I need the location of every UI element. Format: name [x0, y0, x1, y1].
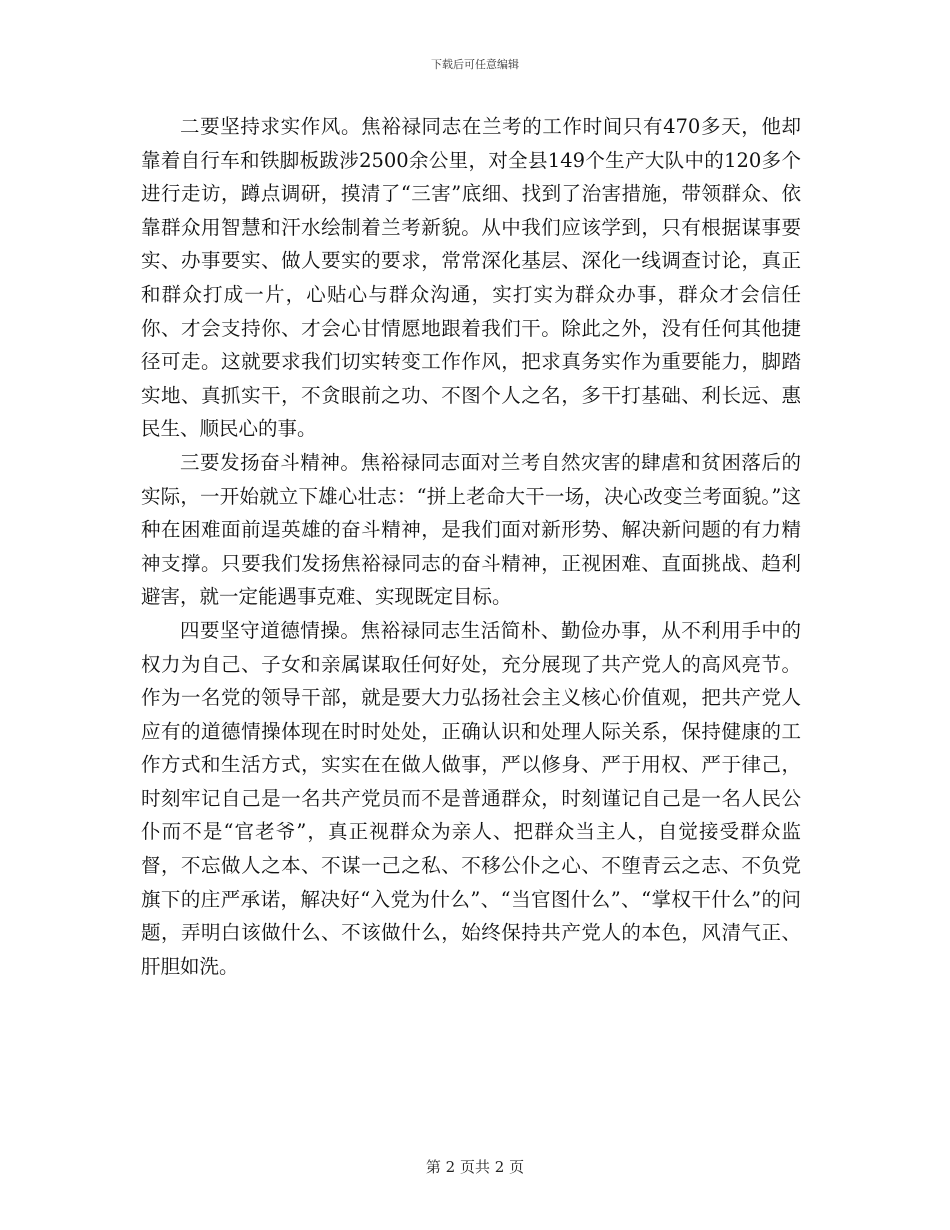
paragraph-4: 四要坚守道德情操。焦裕禄同志生活简朴、勤俭办事，从不利用手中的权力为自己、子女和亲属谋取任何好处，充分展现了共产党人的高风亮节。作为一名党的领导干部，就是要大力弘扬社会主义核心价值观，把共产党人应有的道德情操体现在时时处处，正确认识和处理人际关系，保持健康的工作方式和生活方式，实实在在做人做事，严以修身、严于用权、严于律己，时刻牢记自己是一名共产党员而不是普通群众，时刻谨记自己是一名人民公仆而不是“官老爷”，真正视群众为亲人、把群众当主人，自觉接受群众监督，不忘做人之本、不谋一己之私、不移公仆之心、不堕青云之志、不负党旗下的庄严承诺，解决好“入党为什么”、“当官图什么”、“掌权干什么”的问题，弄明白该做什么、不该做什么，始终保持共产党人的本色，风清气正、肝胆如洗。 [141, 618, 801, 978]
paragraph-2: 二要坚持求实作风。焦裕禄同志在兰考的工作时间只有470多天，他却靠着自行车和铁脚板跋涉2500余公里，对全县149个生产大队中的120多个进行走访，蹲点调研，摸清了“三害”底细、找到了治害措施，带领群众、依靠群众用智慧和汗水绘制着兰考新貌。从中我们应该学到，只有根据谋事要实、办事要实、做人要实的要求，常常深化基层、深化一线调查讨论，真正和群众打成一片，心贴心与群众沟通，实打实为群众办事，群众才会信任你、才会支持你、才会心甘情愿地跟着我们干。除此之外，没有任何其他捷径可走。这就要求我们切实转变工作作风，把求真务实作为重要能力，脚踏实地、真抓实干，不贪眼前之功、不图个人之名，多干打基础、利长远、惠民生、顺民心的事。 [141, 115, 801, 441]
page-header: 下载后可任意编辑 [431, 58, 519, 71]
document-body [141, 110, 801, 983]
page-footer: 第 2 页共 2 页 [425, 1158, 525, 1176]
paragraph-3: 三要发扬奋斗精神。焦裕禄同志面对兰考自然灾害的肆虐和贫困落后的实际，一开始就立下雄心壮志：“拼上老命大干一场，决心改变兰考面貌。”这种在困难面前逞英雄的奋斗精神，是我们面对新形势、解决新问题的有力精神支撑。只要我们发扬焦裕禄同志的奋斗精神，正视困难、直面挑战、趋利避害，就一定能遇事克难、实现既定目标。 [141, 450, 801, 609]
